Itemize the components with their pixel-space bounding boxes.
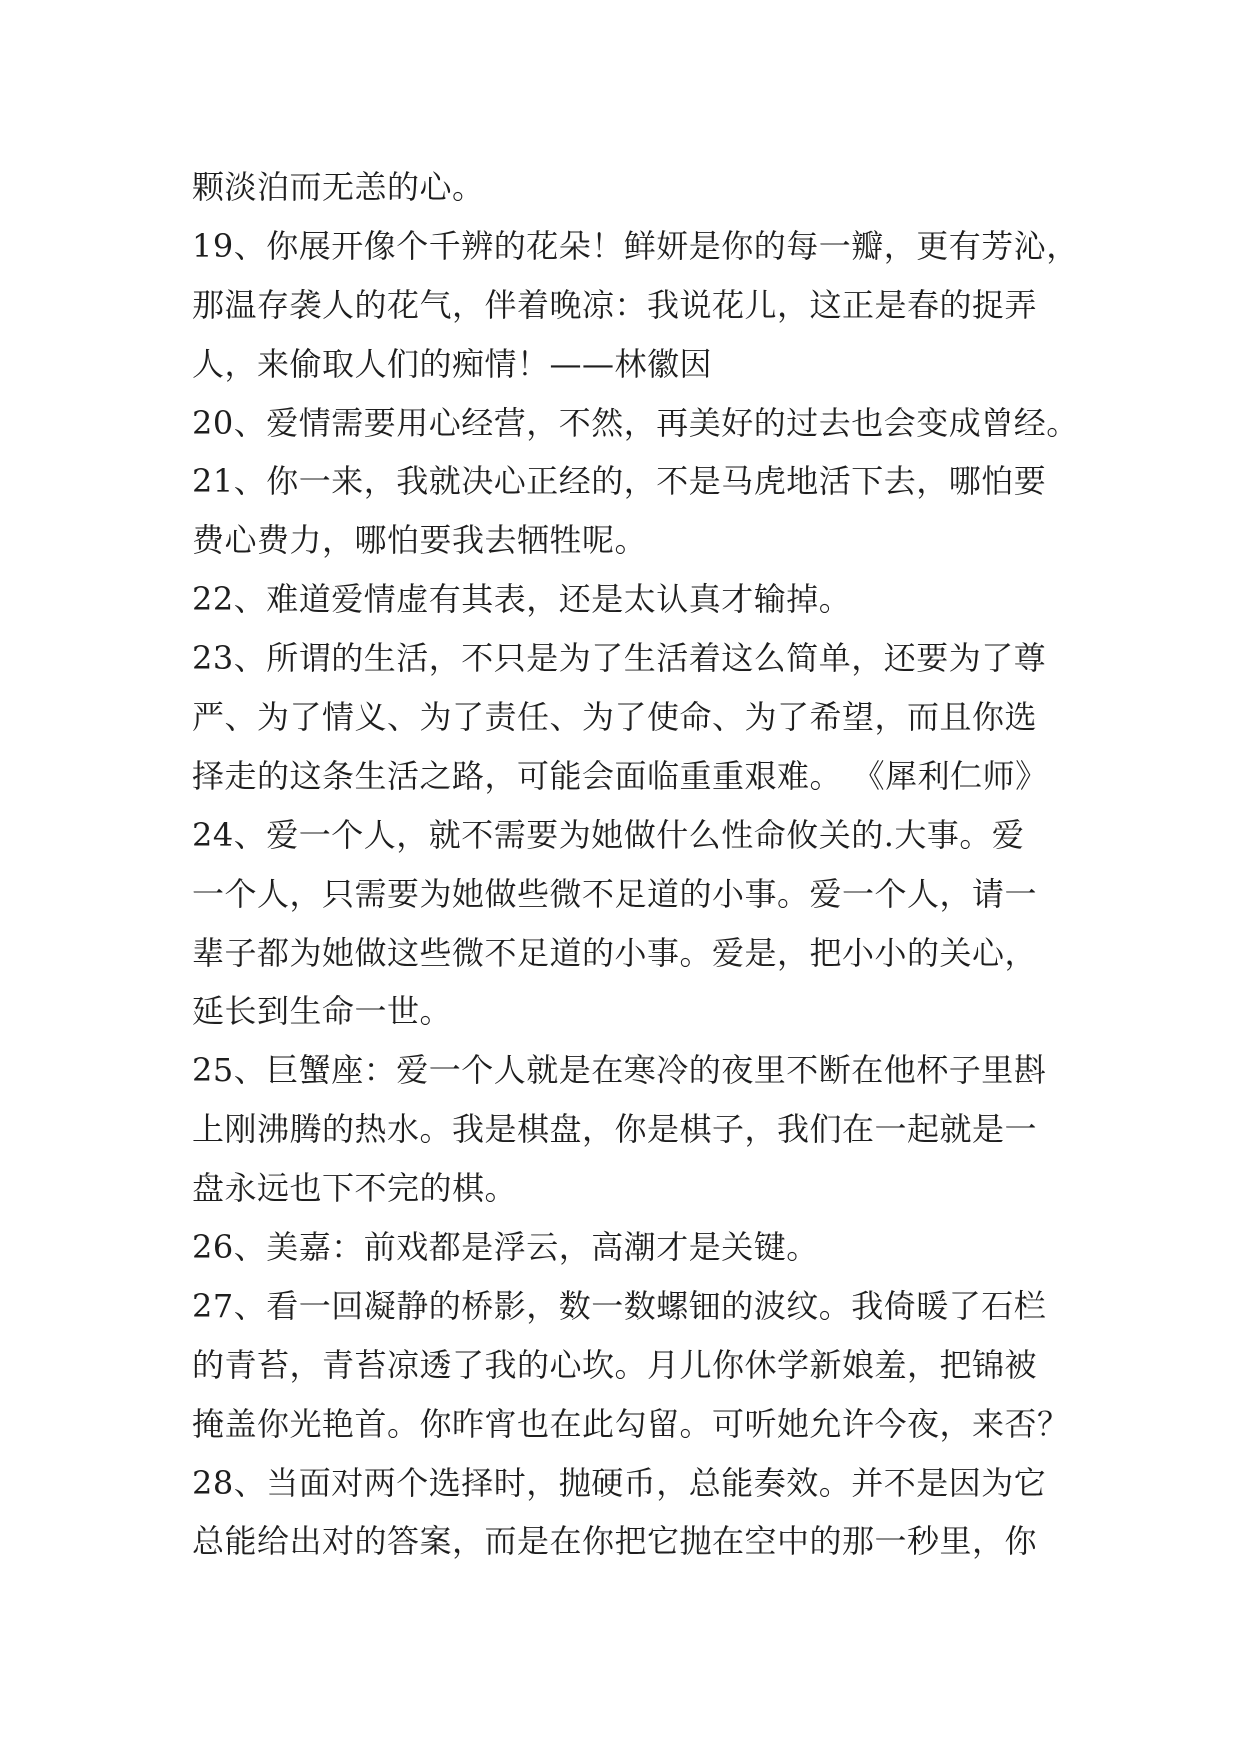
text-line: 25、巨蟹座：爱一个人就是在寒冷的夜里不断在他杯子里斟 bbox=[192, 1051, 1047, 1090]
text-line: 的青苔，青苔凉透了我的心坎。月儿你休学新娘羞，把锦被 bbox=[192, 1345, 1038, 1384]
text-line: 费心费力，哪怕要我去牺牲呢。 bbox=[192, 521, 648, 560]
text-line: 择走的这条生活之路，可能会面临重重艰难。 《犀利仁师》 bbox=[192, 756, 1048, 795]
text-line: 24、爱一个人，就不需要为她做什么性命攸关的.大事。爱 bbox=[192, 815, 1025, 854]
text-line: 一个人，只需要为她做些微不足道的小事。爱一个人，请一 bbox=[192, 874, 1038, 913]
text-line: 总能给出对的答案，而是在你把它抛在空中的那一秒里，你 bbox=[192, 1522, 1038, 1561]
text-line: 盘永远也下不完的棋。 bbox=[192, 1169, 518, 1208]
text-line: 20、爱情需要用心经营，不然，再美好的过去也会变成曾经。 bbox=[192, 403, 1079, 442]
text-line: 23、所谓的生活，不只是为了生活着这么简单，还要为了尊 bbox=[192, 639, 1047, 678]
text-line: 那温存袭人的花气，伴着晚凉：我说花儿，这正是春的捉弄 bbox=[192, 285, 1038, 324]
text-line: 28、当面对两个选择时，抛硬币，总能奏效。并不是因为它 bbox=[192, 1463, 1047, 1502]
text-line: 27、看一回凝静的桥影，数一数螺钿的波纹。我倚暖了石栏 bbox=[192, 1286, 1047, 1325]
text-line: 19、你展开像个千辨的花朵！鲜妍是你的每一瓣，更有芳沁， bbox=[192, 226, 1079, 265]
text-line: 26、美嘉：前戏都是浮云，高潮才是关键。 bbox=[192, 1228, 819, 1267]
text-line: 掩盖你光艳首。你昨宵也在此勾留。可听她允许今夜，来否？ bbox=[192, 1404, 1070, 1443]
text-line: 延长到生命一世。 bbox=[192, 992, 453, 1031]
text-line: 上刚沸腾的热水。我是棋盘，你是棋子，我们在一起就是一 bbox=[192, 1110, 1038, 1149]
text-line: 22、难道爱情虚有其表，还是太认真才输掉。 bbox=[192, 580, 852, 619]
text-line: 严、为了情义、为了责任、为了使命、为了希望，而且你选 bbox=[192, 698, 1038, 737]
body-text bbox=[192, 158, 1079, 1571]
text-line: 颗淡泊而无恙的心。 bbox=[192, 168, 485, 206]
text-line: 辈子都为她做这些微不足道的小事。爱是，把小小的关心， bbox=[192, 933, 1038, 972]
text-line: 21、你一来，我就决心正经的，不是马虎地活下去，哪怕要 bbox=[192, 462, 1047, 501]
text-line: 人，来偷取人们的痴情！——林徽因 bbox=[192, 344, 713, 383]
